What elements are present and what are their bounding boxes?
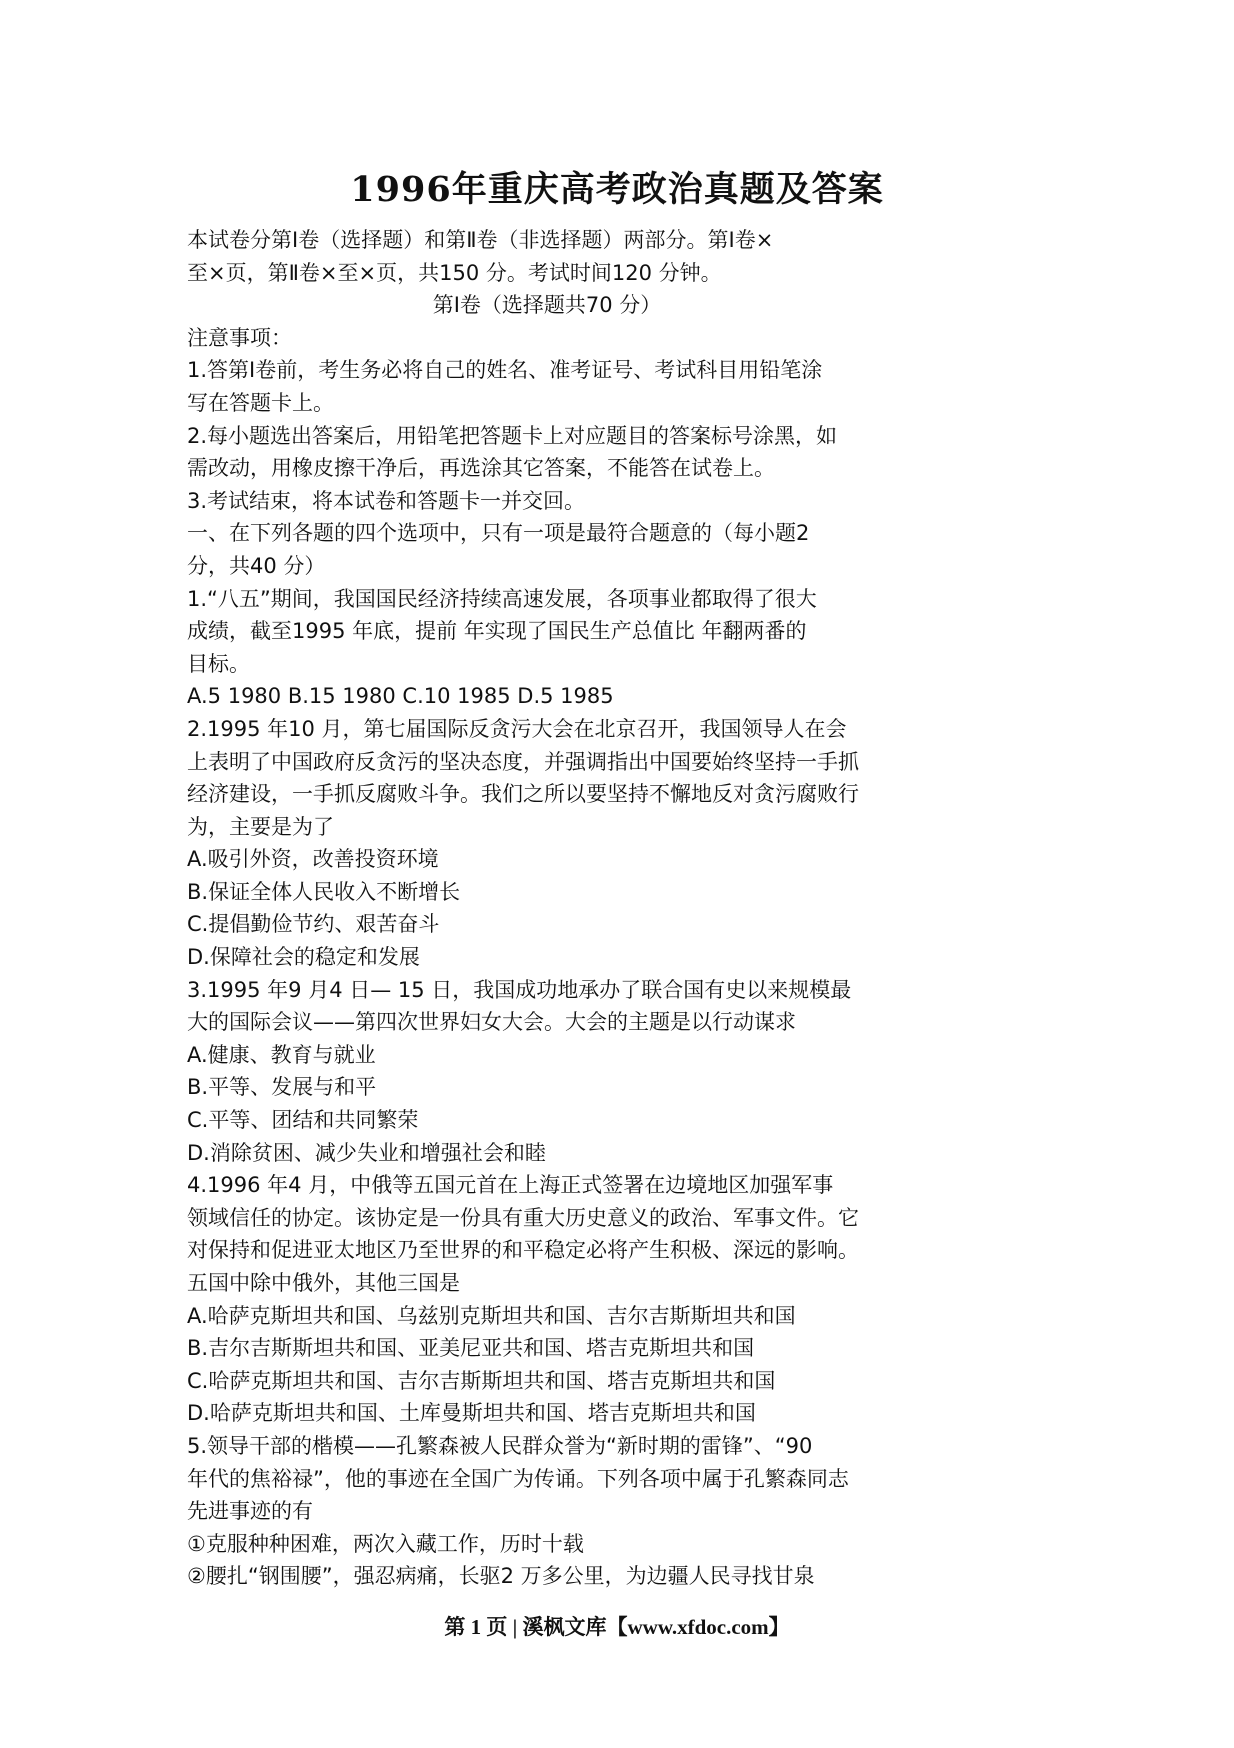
answer-option: B.吉尔吉斯斯坦共和国、亚美尼亚共和国、塔吉克斯坦共和国: [187, 1336, 755, 1361]
part-instructions: 一、在下列各题的四个选项中，只有一项是最符合题意的（每小题2: [187, 521, 810, 546]
statement-item: ②腰扎“钢围腰”，强忍病痛，长驱2 万多公里，为边疆人民寻找甘泉: [187, 1564, 815, 1589]
question-text: 对保持和促进亚太地区乃至世界的和平稳定必将产生积极、深远的影响。: [187, 1238, 859, 1263]
question-text: 成绩，截至1995 年底，提前 年实现了国民生产总值比 年翻两番的: [187, 619, 807, 644]
question-text: 领域信任的协定。该协定是一份具有重大历史意义的政治、军事文件。它: [187, 1205, 859, 1230]
answer-option: A.哈萨克斯坦共和国、乌兹别克斯坦共和国、吉尔吉斯斯坦共和国: [187, 1303, 796, 1328]
page-title: 1996年重庆高考政治真题及答案: [350, 169, 884, 210]
question-text: 年代的焦裕禄”，他的事迹在全国广为传诵。下列各项中属于孔繁森同志: [187, 1466, 849, 1491]
question-text: 3.1995 年9 月4 日— 15 日，我国成功地承办了联合国有史以来规模最: [187, 977, 852, 1002]
question-text: 目标。: [187, 651, 250, 676]
notice-item: 1.答第Ⅰ卷前，考生务必将自己的姓名、准考证号、考试科目用铅笔涂: [187, 358, 823, 383]
intro-line-1: 本试卷分第Ⅰ卷（选择题）和第Ⅱ卷（非选择题）两部分。第Ⅰ卷×: [187, 228, 774, 252]
notice-item: 需改动，用橡皮擦干净后，再选涂其它答案，不能答在试卷上。: [187, 456, 775, 481]
question-text: 2.1995 年10 月，第七届国际反贪污大会在北京召开，我国领导人在会: [187, 716, 847, 741]
answer-options: A.5 1980 B.15 1980 C.10 1985 D.5 1985: [187, 684, 614, 709]
answer-option: A.健康、教育与就业: [187, 1042, 376, 1067]
question-text: 为，主要是为了: [187, 814, 334, 839]
notice-item: 3.考试结束，将本试卷和答题卡一并交回。: [187, 488, 586, 513]
answer-option: C.哈萨克斯坦共和国、吉尔吉斯斯坦共和国、塔吉克斯坦共和国: [187, 1368, 776, 1393]
answer-option: B.平等、发展与和平: [187, 1075, 377, 1100]
section-heading: 第Ⅰ卷（选择题共70 分）: [432, 293, 662, 318]
answer-option: A.吸引外资，改善投资环境: [187, 847, 439, 872]
part-instructions: 分，共40 分）: [187, 553, 326, 578]
notice-heading: 注意事项：: [187, 325, 292, 350]
question-text: 4.1996 年4 月，中俄等五国元首在上海正式签署在边境地区加强军事: [187, 1173, 834, 1198]
answer-option: C.平等、团结和共同繁荣: [187, 1108, 419, 1133]
answer-option: C.提倡勤俭节约、艰苦奋斗: [187, 912, 440, 937]
document-body: [187, 224, 907, 1593]
answer-option: B.保证全体人民收入不断增长: [187, 879, 461, 904]
question-text: 大的国际会议——第四次世界妇女大会。大会的主题是以行动谋求: [187, 1010, 796, 1035]
page-footer: 第 1 页 | 溪枫文库【www.xfdoc.com】: [444, 1615, 790, 1639]
question-text: 5.领导干部的楷模——孔繁森被人民群众誉为“新时期的雷锋”、“90: [187, 1433, 813, 1458]
intro-line-2: 至×页，第Ⅱ卷×至×页，共150 分。考试时间120 分钟。: [187, 260, 722, 285]
answer-option: D.保障社会的稳定和发展: [187, 945, 420, 970]
notice-item: 2.每小题选出答案后，用铅笔把答题卡上对应题目的答案标号涂黑，如: [187, 423, 838, 448]
question-text: 经济建设，一手抓反腐败斗争。我们之所以要坚持不懈地反对贪污腐败行: [187, 782, 859, 807]
question-text: 上表明了中国政府反贪污的坚决态度，并强调指出中国要始终坚持一手抓: [187, 749, 859, 774]
question-text: 1.“八五”期间，我国国民经济持续高速发展，各项事业都取得了很大: [187, 586, 817, 611]
question-text: 五国中除中俄外，其他三国是: [187, 1271, 460, 1295]
answer-option: D.消除贫困、减少失业和增强社会和睦: [187, 1140, 546, 1165]
notice-item: 写在答题卡上。: [187, 390, 334, 415]
question-text: 先进事迹的有: [187, 1499, 313, 1524]
statement-item: ①克服种种困难，两次入藏工作，历时十载: [187, 1531, 584, 1556]
answer-option: D.哈萨克斯坦共和国、土库曼斯坦共和国、塔吉克斯坦共和国: [187, 1401, 756, 1426]
